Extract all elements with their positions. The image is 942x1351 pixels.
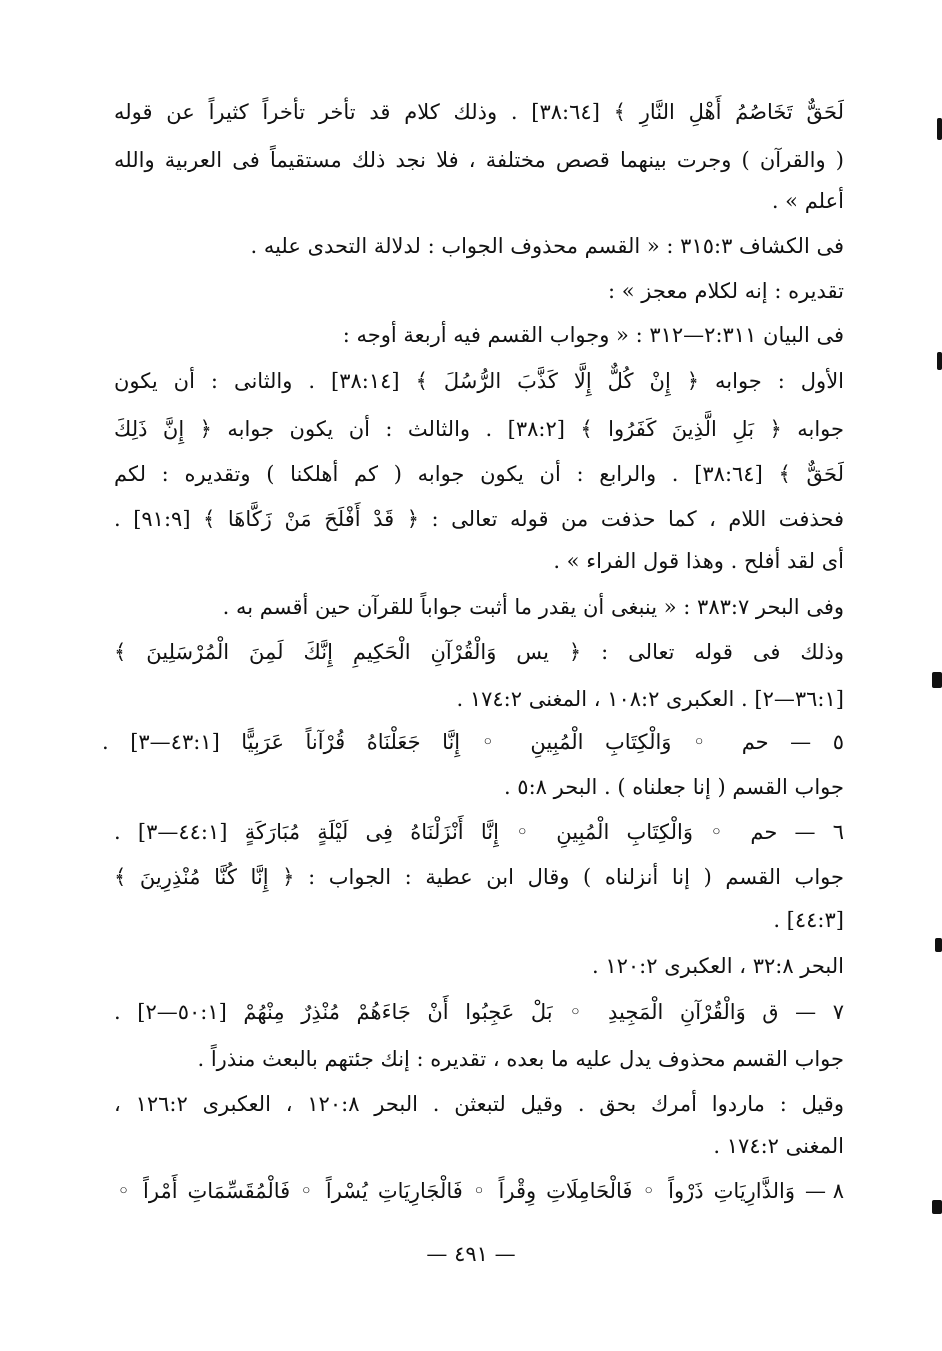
text-line-1: لَحَقٌّ تَخَاصُمُ أَهْلِ النَّارِ ﴾ [٣٨:٦٤] . وذلك كلام قد تأخر تأخراً كثيراً عن قوله <box>114 100 844 124</box>
text-line-22: جواب القسم محذوف يدل عليه ما بعده ، تقديره : إنك جئتهم بالبعث منذراً . <box>197 1047 844 1071</box>
text-line-24: المغنى ١٧٤:٢ . <box>713 1134 844 1158</box>
text-line-9: لَحَقٌّ ﴾ [٣٨:٦٤] . والرابع : أن يكون جوابه ( كم أهلكنا ) وتقديره : لكم <box>114 462 844 486</box>
text-line-2: ( والقرآن ) وجرت بينهما قصص مختلفة ، فلا نجد ذلك مستقيماً فى العربية والله <box>114 148 844 172</box>
text-line-14: [٣٦:١—٢] . العكبرى ١٠٨:٢ ، المغنى ١٧٤:٢ . <box>456 687 844 711</box>
text-line-5: تقديره : إنه لكلام معجز » : <box>608 279 844 303</box>
text-line-25: ٨ — وَالذَّارِيَاتِ ذَرْواً ◦ فَالْحَامِلَاتِ وِقْراً ◦ فَالْجَارِيَاتِ يُسْراً ◦ فَالْمُقَسِّمَاتِ أَمْراً ◦ <box>114 1179 844 1203</box>
text-line-18: جواب القسم ( إنا أنزلناه ) وقال ابن عطية : الجواب : ﴿ إِنَّا كُنَّا مُنْذِرِينَ ﴾ <box>114 865 844 889</box>
page-number: — ٤٩١ — <box>426 1242 516 1266</box>
margin-mark <box>937 352 942 370</box>
margin-mark <box>937 118 942 140</box>
text-line-3: أعلم » . <box>771 189 844 213</box>
text-line-20: البحر ٣٢:٨ ، العكبرى ١٢٠:٢ . <box>591 954 844 978</box>
text-line-13: وذلك فى قوله تعالى : ﴿ يس وَالْقُرْآنِ الْحَكِيمِ إِنَّكَ لَمِنَ الْمُرْسَلِينَ ﴾ <box>114 640 844 664</box>
text-line-11: أى لقد أفلح . وهذا قول الفراء » . <box>553 549 844 573</box>
margin-mark <box>932 672 942 688</box>
text-line-15: ٥ — حم ◦ وَالْكِتَابِ الْمُبِينِ ◦ إِنَّا جَعَلْنَاهُ قُرْآناً عَرَبِيًّا [٤٣:١—٣] . <box>102 730 844 754</box>
margin-mark <box>932 1200 942 1214</box>
text-line-16: جواب القسم ( إنا جعلناه ) . البحر ٥:٨ . <box>503 775 844 799</box>
text-line-6: فى البيان ٢:٣١١—٣١٢ : « وجواب القسم فيه أربعة أوجه : <box>342 323 844 347</box>
text-line-12: وفى البحر ٣٨٣:٧ : « ينبغى أن يقدر ما أثبت جواباً للقرآن حين أقسم به . <box>222 595 844 619</box>
text-line-10: فحذفت اللام ، كما حذفت من قوله تعالى : ﴿ قَدْ أَفْلَحَ مَنْ زَكَّاهَا ﴾ [٩١:٩] . <box>114 507 844 531</box>
text-line-21: ٧ — ق وَالْقُرْآنِ الْمَجِيدِ ◦ بَلْ عَجِبُوا أَنْ جَاءَهُمْ مُنْذِرٌ مِنْهُمْ [٥٠:١—٢] . <box>114 1000 844 1024</box>
margin-mark <box>935 938 942 952</box>
text-line-17: ٦ — حم ◦ وَالْكِتَابِ الْمُبِينِ ◦ إِنَّا أَنْزَلْنَاهُ فِى لَيْلَةٍ مُبَارَكَةٍ [٤٤:١—٣] . <box>114 820 844 844</box>
text-line-4: فى الكشاف ٣١٥:٣ : « القسم محذوف الجواب : لدلالة التحدى عليه . <box>250 234 844 258</box>
text-line-23: وقيل : ماردوا أمرك بحق . وقيل لتبعثن . البحر ١٢٠:٨ ، العكبرى ١٢٦:٢ ، <box>114 1092 844 1116</box>
text-line-7: الأول : جوابه ﴿ إِنْ كُلٌّ إِلَّا كَذَّبَ الرُّسُلَ ﴾ [٣٨:١٤] . والثانى : أن يكون <box>114 369 844 393</box>
text-line-8: جوابه ﴿ بَلِ الَّذِينَ كَفَرُوا ﴾ [٣٨:٢] . والثالث : أن يكون جوابه ﴿ إِنَّ ذَلِكَ <box>114 417 844 441</box>
text-line-19: [٤٤:٣] . <box>773 908 844 932</box>
